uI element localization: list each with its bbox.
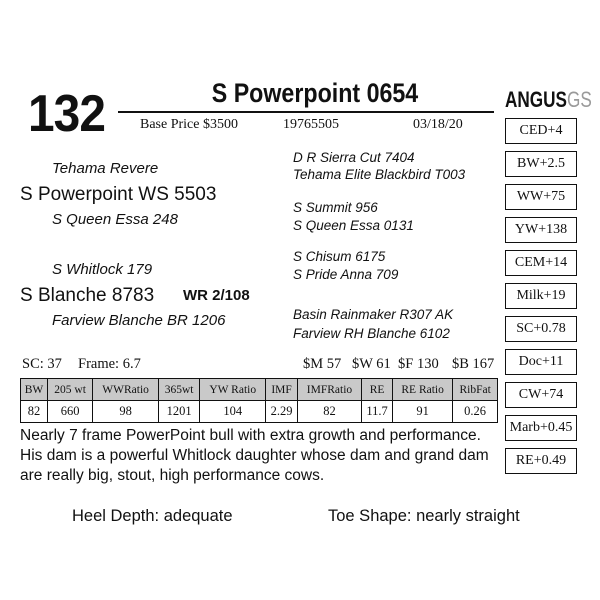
great-granddam-1: Tehama Elite Blackbird T003 <box>293 167 466 182</box>
animal-name: S Powerpoint 0654 <box>211 78 419 108</box>
header-205wt: 205 wt <box>48 379 93 401</box>
epd-cem: CEM+14 <box>505 250 577 276</box>
title-divider <box>118 111 494 113</box>
birth-date: 03/18/20 <box>413 117 463 132</box>
index-b: $B 167 <box>452 356 495 372</box>
scrotal-circumference: SC: 37 <box>22 356 62 372</box>
angus-gs-logo <box>505 88 592 112</box>
epd-sc: SC+0.78 <box>505 316 577 342</box>
sire: S Powerpoint WS 5503 <box>20 184 217 205</box>
lot-number: 132 <box>28 85 106 143</box>
frame-score: Frame: 6.7 <box>78 356 141 372</box>
header-reratio: RE Ratio <box>393 379 453 401</box>
gs-logo-text: GS <box>566 87 592 112</box>
toe-shape: Toe Shape: nearly straight <box>328 507 520 525</box>
great-granddam-4: Farview RH Blanche 6102 <box>293 326 450 341</box>
epd-re: RE+0.49 <box>505 448 577 474</box>
value-bw: 82 <box>21 401 48 423</box>
index-w: $W 61 <box>352 356 391 372</box>
value-reratio: 91 <box>393 401 453 423</box>
great-granddam-2: S Queen Essa 0131 <box>293 218 414 233</box>
angus-logo-text: ANGUS <box>505 87 567 112</box>
value-365wt: 1201 <box>159 401 200 423</box>
sire-sire: Tehama Revere <box>52 160 159 177</box>
header-imf: IMF <box>266 379 298 401</box>
epd-column <box>505 118 579 481</box>
header-ywratio: YW Ratio <box>200 379 266 401</box>
index-f: $F 130 <box>398 356 439 372</box>
epd-ced: CED+4 <box>505 118 577 144</box>
value-wwratio: 98 <box>93 401 159 423</box>
value-ribfat: 0.26 <box>453 401 498 423</box>
dam-sire: S Whitlock 179 <box>52 261 153 278</box>
registration-number: 19765505 <box>283 117 339 132</box>
value-ywratio: 104 <box>200 401 266 423</box>
epd-ww: WW+75 <box>505 184 577 210</box>
base-price: Base Price $3500 <box>140 117 238 132</box>
epd-cw: CW+74 <box>505 382 577 408</box>
dam-weight-ratio: WR 2/108 <box>183 287 250 304</box>
description: Nearly 7 frame PowerPoint bull with extra growth and performance. His dam is a powerful Whitlock daughter whose dam and grand dam are really big, stout, high performance cows. <box>20 427 489 484</box>
sire-dam: S Queen Essa 248 <box>52 211 178 228</box>
performance-table <box>20 378 498 423</box>
dam-dam: Farview Blanche BR 1206 <box>52 312 226 329</box>
epd-milk: Milk+19 <box>505 283 577 309</box>
value-imfratio: 82 <box>297 401 361 423</box>
heel-depth: Heel Depth: adequate <box>72 507 233 525</box>
epd-marb: Marb+0.45 <box>505 415 577 441</box>
epd-doc: Doc+11 <box>505 349 577 375</box>
performance-value-row <box>21 401 498 423</box>
index-m: $M 57 <box>303 356 342 372</box>
great-granddam-3: S Pride Anna 709 <box>293 267 399 282</box>
great-grandsire-2: S Summit 956 <box>293 200 378 215</box>
header-re: RE <box>362 379 393 401</box>
epd-bw: BW+2.5 <box>505 151 577 177</box>
value-imf: 2.29 <box>266 401 298 423</box>
value-re: 11.7 <box>362 401 393 423</box>
header-imfratio: IMFRatio <box>297 379 361 401</box>
great-grandsire-3: S Chisum 6175 <box>293 249 386 264</box>
header-bw: BW <box>21 379 48 401</box>
great-grandsire-4: Basin Rainmaker R307 AK <box>293 307 454 322</box>
dam: S Blanche 8783 <box>20 285 155 306</box>
value-205wt: 660 <box>48 401 93 423</box>
great-grandsire-1: D R Sierra Cut 7404 <box>293 150 415 165</box>
performance-header-row <box>21 379 498 401</box>
header-wwratio: WWRatio <box>93 379 159 401</box>
epd-yw: YW+138 <box>505 217 577 243</box>
header-ribfat: RibFat <box>453 379 498 401</box>
header-365wt: 365wt <box>159 379 200 401</box>
